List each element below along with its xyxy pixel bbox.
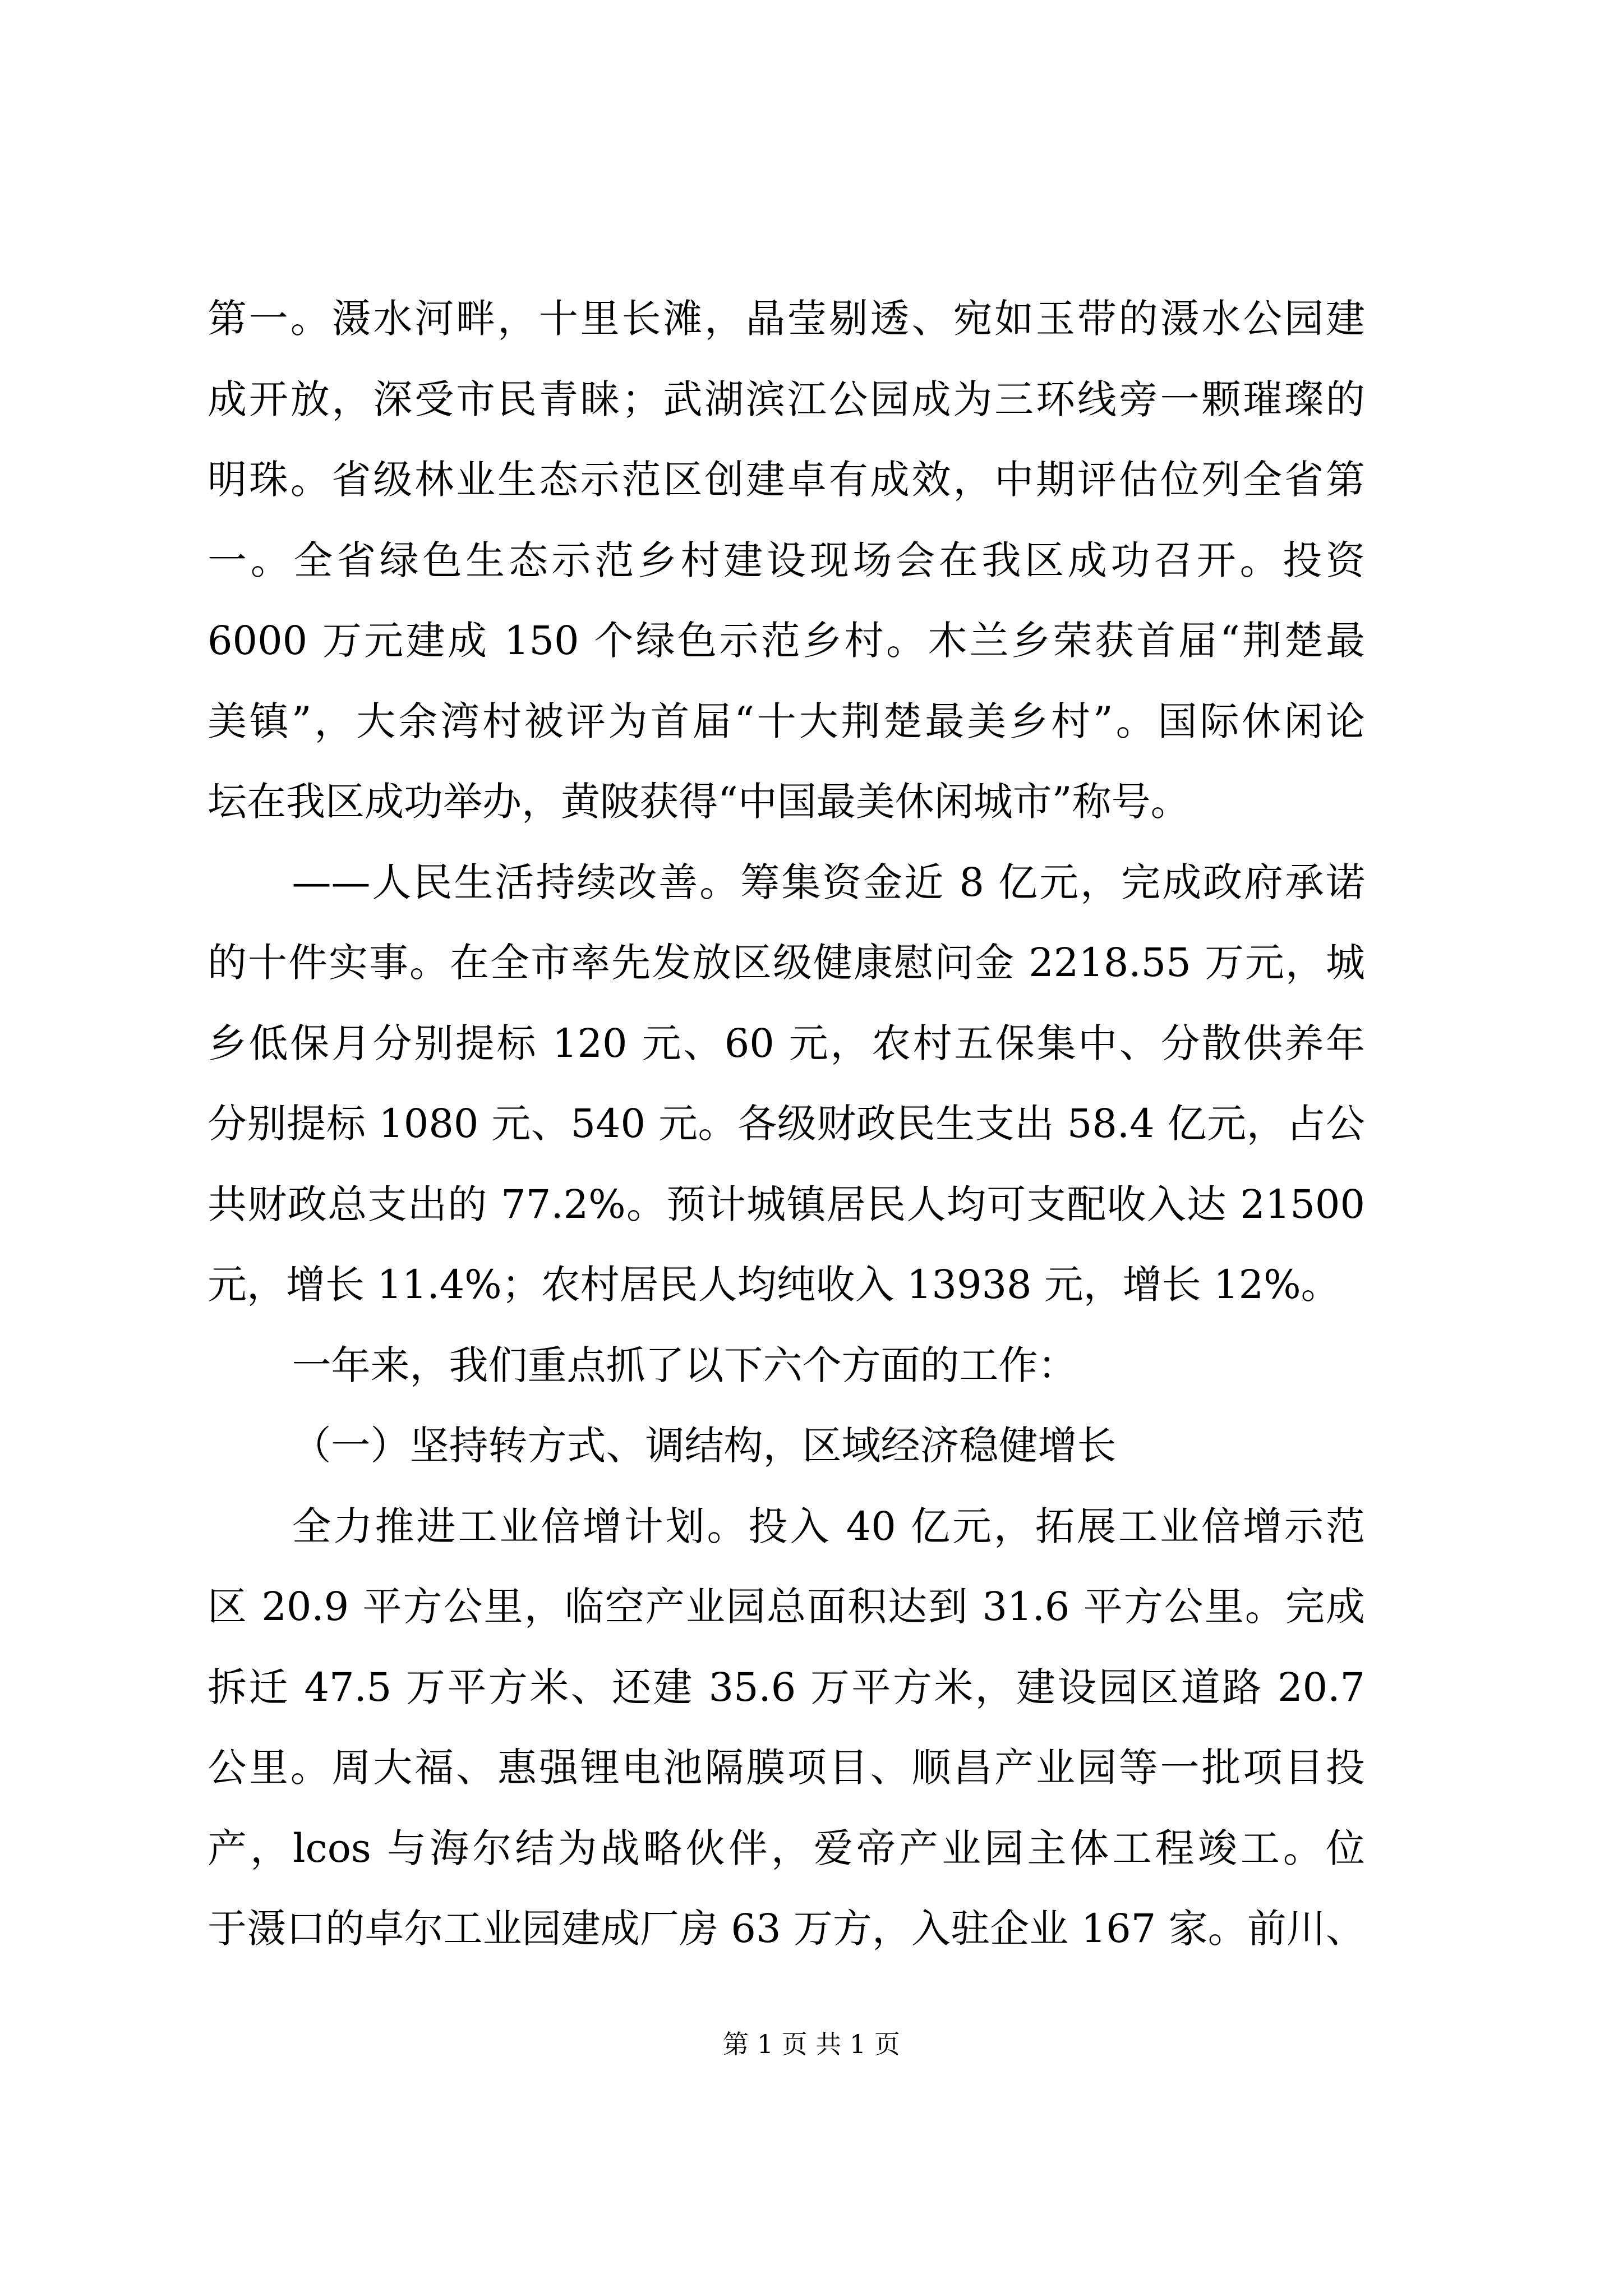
text-line: 产，lcos 与海尔结为战略伙伴，爱帝产业园主体工程竣工。位 <box>208 1825 1365 1871</box>
text-line: 乡低保月分别提标 120 元、60 元，农村五保集中、分散供养年 <box>208 1020 1365 1066</box>
body-text <box>208 279 1365 1970</box>
text-line: ——人民生活持续改善。筹集资金近 8 亿元，完成政府承诺 <box>292 859 1365 905</box>
text-line: 于滠口的卓尔工业园建成厂房 63 万方，入驻企业 167 家。前川、 <box>208 1906 1365 1952</box>
text-line: 一。全省绿色生态示范乡村建设现场会在我区成功召开。投资 <box>208 537 1365 583</box>
text-line: 分别提标 1080 元、540 元。各级财政民生支出 58.4 亿元，占公 <box>208 1101 1365 1147</box>
text-line: 美镇”，大余湾村被评为首届“十大荆楚最美乡村”。国际休闲论 <box>208 698 1365 744</box>
text-line: 6000 万元建成 150 个绿色示范乡村。木兰乡荣获首届“荆楚最 <box>208 618 1365 664</box>
text-line: 明珠。省级林业生态示范区创建卓有成效，中期评估位列全省第 <box>208 457 1365 503</box>
text-line: 共财政总支出的 77.2%。预计城镇居民人均可支配收入达 21500 <box>208 1181 1365 1227</box>
text-line: 全力推进工业倍增计划。投入 40 亿元，拓展工业倍增示范 <box>292 1503 1365 1549</box>
text-line: 拆迁 47.5 万平方米、还建 35.6 万平方米，建设园区道路 20.7 <box>208 1664 1365 1710</box>
text-line: 公里。周大福、惠强锂电池隔膜项目、顺昌产业园等一批项目投 <box>208 1745 1365 1791</box>
page-footer: 第 1 页 共 1 页 <box>723 2029 900 2059</box>
text-line: 成开放，深受市民青睐；武湖滨江公园成为三环线旁一颗璀璨的 <box>208 376 1365 422</box>
text-line: 坛在我区成功举办，黄陂获得“中国最美休闲城市”称号。 <box>208 779 1190 825</box>
text-line: 第一。滠水河畔，十里长滩，晶莹剔透、宛如玉带的滠水公园建 <box>208 296 1365 342</box>
paragraph-ecology <box>208 279 1365 843</box>
text-line: 的十件实事。在全市率先发放区级健康慰问金 2218.55 万元，城 <box>208 940 1365 986</box>
section-heading <box>208 1406 1365 1487</box>
text-line: 一年来，我们重点抓了以下六个方面的工作： <box>292 1342 1077 1388</box>
text-line: 元，增长 11.4%；农村居民人均纯收入 13938 元，增长 12%。 <box>208 1262 1340 1308</box>
paragraph-industry <box>208 1487 1365 1970</box>
paragraph-livelihood <box>208 843 1365 1326</box>
paragraph-overview <box>208 1326 1365 1406</box>
text-line: （一）坚持转方式、调结构，区域经济稳健增长 <box>292 1423 1117 1469</box>
text-line: 区 20.9 平方公里，临空产业园总面积达到 31.6 平方公里。完成 <box>208 1584 1365 1630</box>
